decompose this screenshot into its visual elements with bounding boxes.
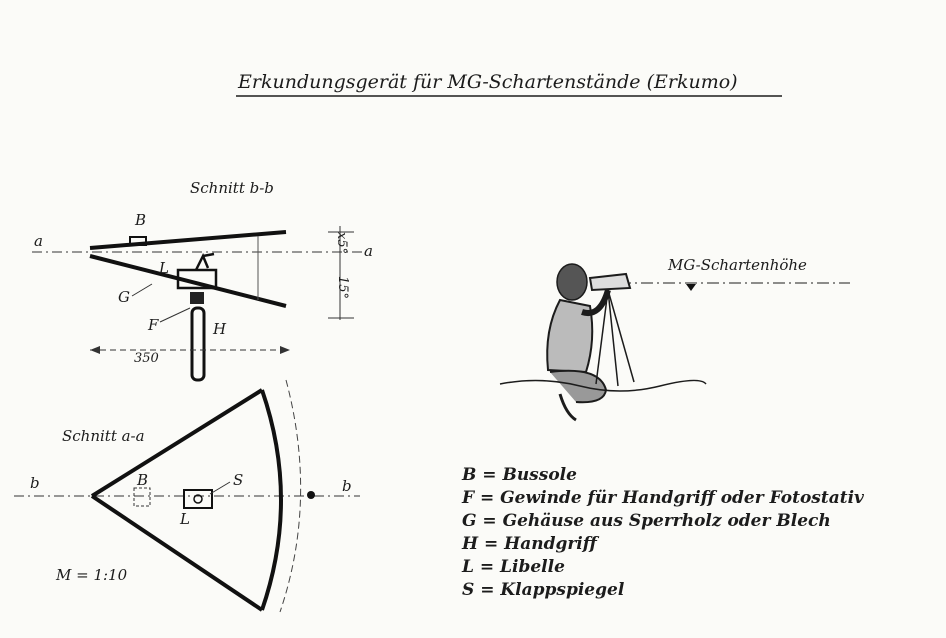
housing-top-edge — [90, 232, 286, 248]
section-b-b-drawing — [32, 179, 373, 380]
part-l-label: L — [159, 259, 169, 277]
part-s-label: S — [233, 471, 244, 489]
part-h-label: H — [213, 320, 227, 338]
part-b-top-label: B — [137, 471, 149, 489]
section-b-label: Schnitt b-b — [190, 179, 274, 197]
width-dimension-label: 350 — [134, 351, 159, 366]
height-marker-triangle — [686, 284, 696, 291]
part-g-label: G — [118, 288, 130, 306]
page-title: Erkundungsgerät für MG-Schartenstände (Erkumo) — [238, 71, 738, 93]
legend-item: B = Bussole — [462, 465, 577, 485]
part-g-leader — [132, 284, 152, 296]
handle-shape — [192, 308, 204, 380]
tripod-leg-3 — [608, 290, 618, 386]
bottom-angle-label: 15° — [335, 276, 350, 300]
legend-item: H = Handgriff — [462, 534, 597, 554]
tripod-leg-2 — [608, 290, 634, 382]
observer-figure — [500, 256, 850, 420]
legend-item: S = Klappspiegel — [462, 580, 625, 600]
section-a-a-drawing — [14, 380, 360, 612]
legend-item: G = Gehäuse aus Sperrholz oder Blech — [462, 511, 831, 531]
compass-hidden — [134, 488, 150, 506]
thread-block — [190, 292, 204, 304]
section-marker-dot — [307, 491, 315, 499]
axis-letter-a-left: a — [34, 232, 43, 250]
axis-letter-b-right: b — [342, 477, 352, 495]
part-s-leader — [210, 482, 230, 494]
scale-label: M = 1:10 — [56, 566, 128, 584]
part-f-label: F — [148, 316, 159, 334]
fan-bottom-edge — [92, 496, 262, 610]
part-f-leader — [160, 308, 190, 322]
top-angle-label: x5° — [334, 232, 349, 255]
legend-item: L = Libelle — [462, 557, 565, 577]
mirror-box — [184, 490, 212, 508]
section-a-label: Schnitt a-a — [62, 427, 145, 445]
axis-letter-a-right: a — [364, 242, 373, 260]
scope-body — [590, 274, 630, 290]
sight-vane — [196, 254, 214, 270]
axis-letter-b-left: b — [30, 474, 40, 492]
part-b-label: B — [135, 211, 147, 229]
legend — [461, 465, 865, 600]
legend-item: F = Gewinde für Handgriff oder Fotostativ — [462, 488, 864, 508]
observer-head — [557, 264, 587, 300]
fan-arc — [262, 390, 281, 610]
part-l-top-label: L — [180, 510, 190, 528]
mg-height-label: MG-Schartenhöhe — [668, 256, 807, 274]
